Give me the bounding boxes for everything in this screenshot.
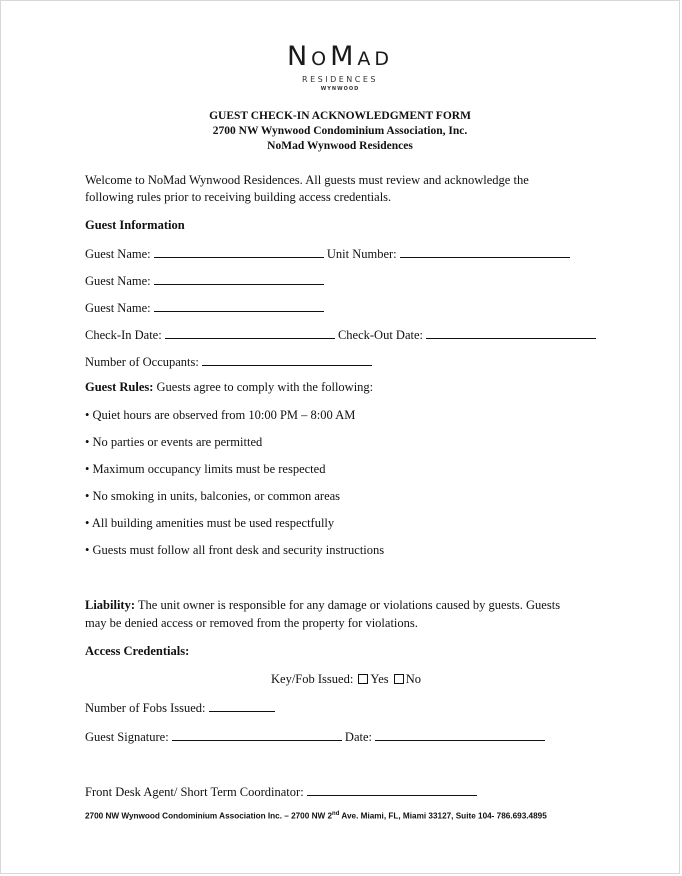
guest-name-row-3: Guest Name: (85, 299, 324, 316)
intro-line-1: Welcome to NoMad Wynwood Residences. All guests must review and acknowledge the (85, 173, 529, 187)
footer-address: 2700 NW Wynwood Condominium Association Inc. – 2700 NW 2nd Ave. Miami, FL, Miami 33127, Suite 104- 786.693.4895 (85, 811, 547, 821)
residence-name: NoMad Wynwood Residences (267, 140, 413, 152)
check-in-date-field[interactable] (165, 326, 335, 339)
association-name: 2700 NW Wynwood Condominium Association, Inc. (212, 125, 468, 137)
guest-name-row-1: Guest Name: Unit Number: (85, 245, 570, 262)
fobs-count-field[interactable] (209, 699, 275, 712)
rule-item: • No parties or events are permitted (85, 435, 263, 449)
rule-item: • All building amenities must be used respectfully (85, 516, 335, 530)
fobs-row: Number of Fobs Issued: (85, 699, 275, 716)
no-checkbox[interactable] (394, 674, 404, 684)
rule-item: • Maximum occupancy limits must be respected (85, 462, 326, 476)
guest-name-field-1[interactable] (154, 245, 324, 258)
occupants-row: Number of Occupants: (85, 353, 372, 370)
agent-signature-field[interactable] (307, 783, 477, 796)
logo-subtitle: RESIDENCES (302, 75, 378, 84)
guest-signature-field[interactable] (172, 728, 342, 741)
rule-item: • Quiet hours are observed from 10:00 PM – 8:00 AM (85, 408, 356, 422)
agent-row: Front Desk Agent/ Short Term Coordinator: (85, 783, 477, 800)
dates-row: Check-In Date: Check-Out Date: (85, 326, 596, 343)
access-heading: Access Credentials: (85, 644, 190, 658)
rule-item: • No smoking in units, balconies, or common areas (85, 489, 341, 503)
check-out-date-field[interactable] (426, 326, 596, 339)
guest-info-heading: Guest Information (85, 218, 185, 232)
logo-location: WYNWOOD (320, 86, 360, 92)
unit-number-field[interactable] (400, 245, 570, 258)
signature-row: Guest Signature: Date: (85, 728, 545, 745)
nomad-logo: NOMAD (286, 41, 394, 72)
rule-item: • Guests must follow all front desk and security instructions (85, 543, 385, 557)
key-fob-row: Key/Fob Issued: Yes No (271, 672, 422, 686)
liability-line-1: Liability: The unit owner is responsible for any damage or violations caused by guests. Guests (85, 598, 561, 612)
form-title: GUEST CHECK-IN ACKNOWLEDGMENT FORM (209, 110, 471, 122)
rules-intro: Guest Rules: Guests agree to comply with the following: (85, 380, 374, 394)
occupants-field[interactable] (202, 353, 372, 366)
guest-name-field-3[interactable] (154, 299, 324, 312)
intro-line-2: following rules prior to receiving building access credentials. (85, 190, 392, 204)
guest-name-row-2: Guest Name: (85, 272, 324, 289)
guest-name-field-2[interactable] (154, 272, 324, 285)
yes-checkbox[interactable] (358, 674, 368, 684)
liability-line-2: may be denied access or removed from the property for violations. (85, 616, 418, 630)
signature-date-field[interactable] (375, 728, 545, 741)
